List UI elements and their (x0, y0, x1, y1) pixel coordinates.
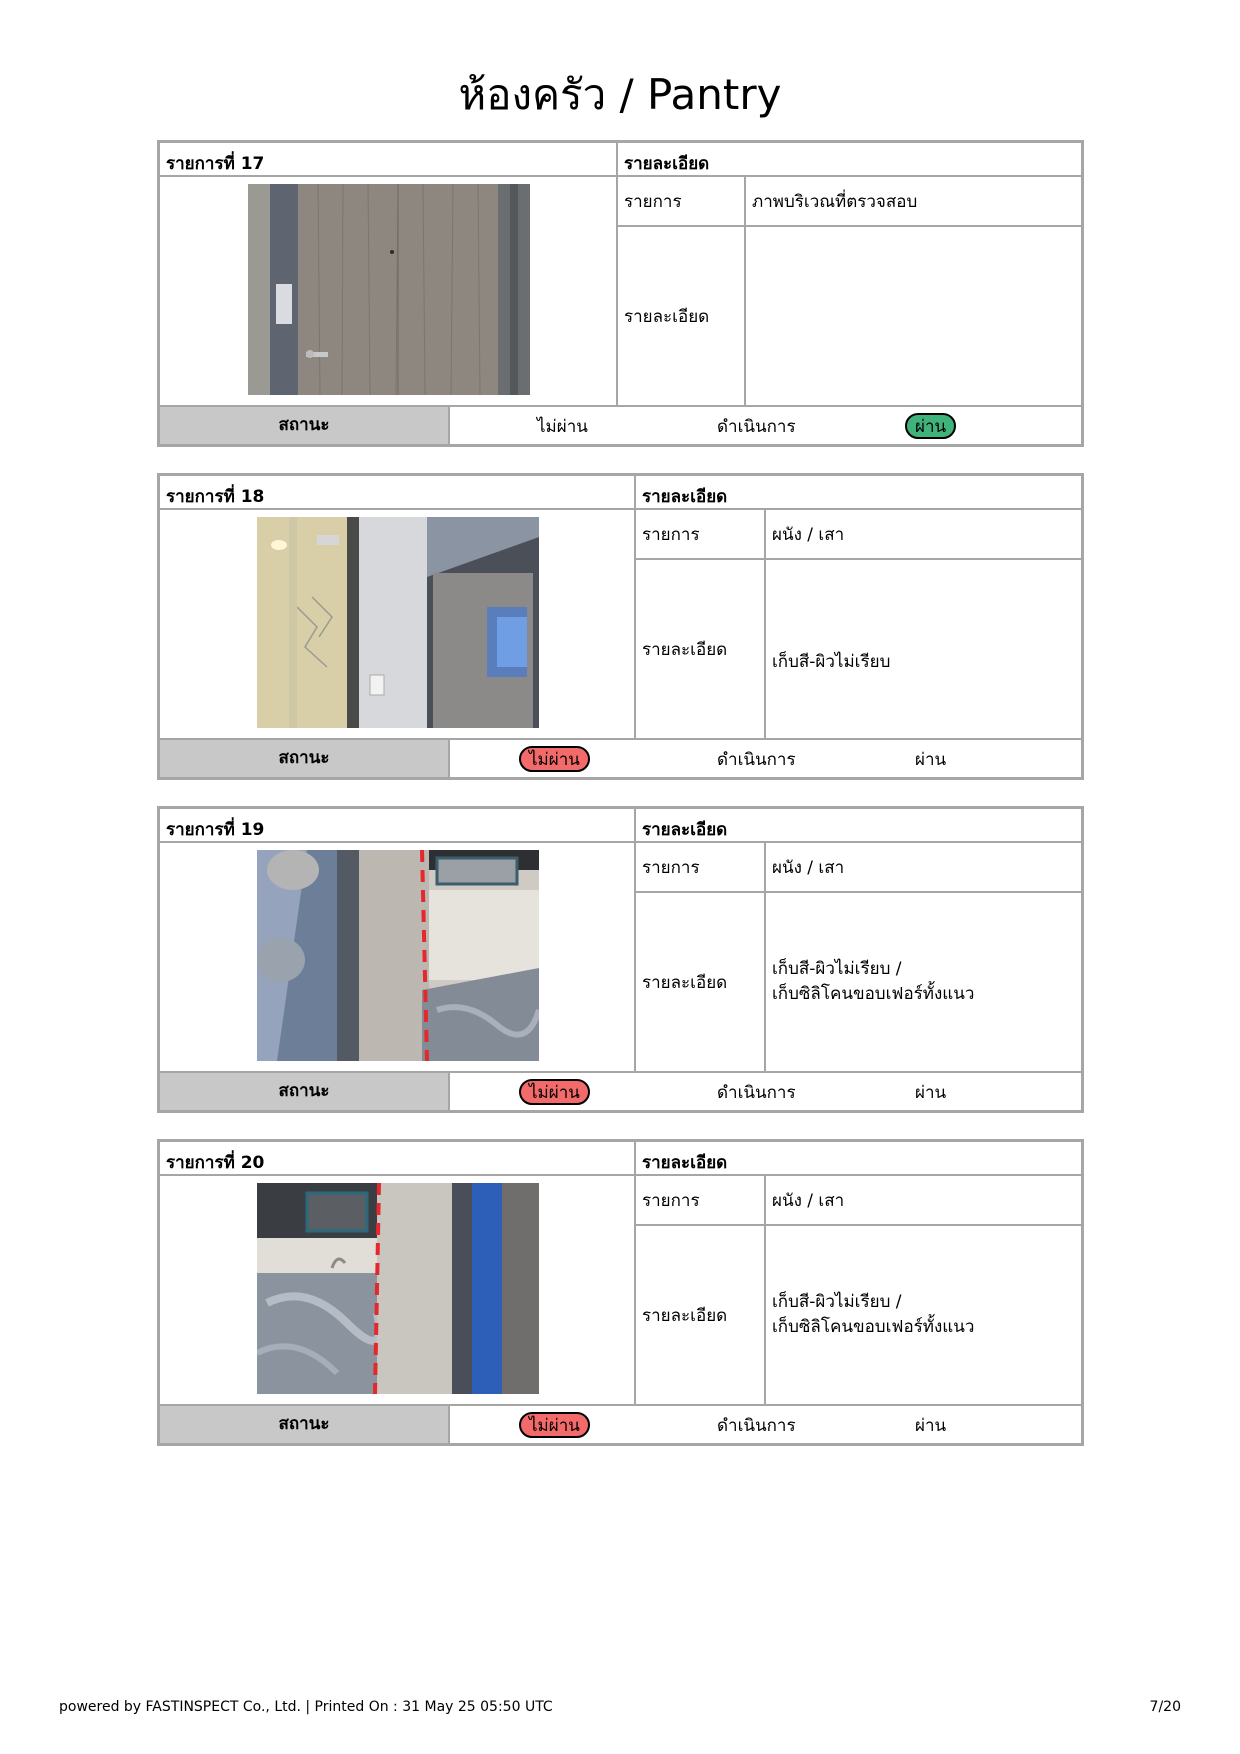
detail-value (766, 560, 1081, 738)
status-label: สถานะ (160, 1406, 450, 1443)
inspection-photo[interactable] (248, 184, 530, 395)
status-row (160, 405, 1081, 444)
item-category-label: รายการ (636, 510, 766, 560)
status-option-in-progress[interactable]: ดำเนินการ (717, 1083, 796, 1103)
detail-value (766, 893, 1081, 1071)
status-option-pass[interactable]: ผ่าน (915, 750, 947, 770)
item-title: รายการที่ 17 (160, 143, 618, 177)
status-row (160, 738, 1081, 777)
inspection-item-18 (157, 473, 1084, 780)
detail-line-1: เก็บสี-ผิวไม่เรียบ (772, 651, 891, 672)
item-category-label: รายการ (618, 177, 746, 227)
status-option-fail[interactable]: ไม่ผ่าน (519, 1079, 590, 1105)
status-option-in-progress[interactable]: ดำเนินการ (717, 417, 796, 437)
page-title: ห้องครัว / Pantry (458, 70, 782, 119)
detail-line-1: เก็บสี-ผิวไม่เรียบ / (772, 959, 902, 979)
detail-header: รายละเอียด (618, 143, 1081, 177)
inspection-item-20 (157, 1139, 1084, 1446)
item-category-label: รายการ (636, 1176, 766, 1226)
status-option-fail[interactable]: ไม่ผ่าน (537, 417, 588, 437)
inspection-item-17 (157, 140, 1084, 447)
status-row (160, 1404, 1081, 1443)
detail-label: รายละเอียด (618, 227, 746, 405)
detail-value (746, 227, 1081, 405)
inspection-photo[interactable] (257, 1183, 539, 1394)
photo-cell (160, 843, 636, 1071)
item-title: รายการที่ 18 (160, 476, 636, 510)
detail-header: รายละเอียด (636, 809, 1081, 843)
status-row (160, 1071, 1081, 1110)
inspection-item-19 (157, 806, 1084, 1113)
detail-header: รายละเอียด (636, 476, 1081, 510)
detail-label: รายละเอียด (636, 1226, 766, 1404)
photo-cell (160, 177, 618, 405)
inspection-photo[interactable] (257, 517, 539, 728)
status-option-in-progress[interactable]: ดำเนินการ (717, 750, 796, 770)
detail-line-2: เก็บซิลิโคนขอบเฟอร์ทั้งแนว (772, 984, 975, 1004)
photo-cell (160, 510, 636, 738)
status-label: สถานะ (160, 407, 450, 444)
item-title: รายการที่ 20 (160, 1142, 636, 1176)
status-option-in-progress[interactable]: ดำเนินการ (717, 1416, 796, 1436)
page-number: 7/20 (1149, 1699, 1181, 1715)
status-label: สถานะ (160, 740, 450, 777)
status-option-pass[interactable]: ผ่าน (915, 1083, 947, 1103)
status-label: สถานะ (160, 1073, 450, 1110)
detail-line-2: เก็บซิลิโคนขอบเฟอร์ทั้งแนว (772, 1317, 975, 1337)
status-option-fail[interactable]: ไม่ผ่าน (519, 1412, 590, 1438)
footer-credit: powered by FASTINSPECT Co., Ltd. | Printed On : 31 May 25 05:50 UTC (59, 1699, 553, 1715)
detail-line-1: เก็บสี-ผิวไม่เรียบ / (772, 1292, 902, 1312)
status-option-fail[interactable]: ไม่ผ่าน (519, 746, 590, 772)
detail-header: รายละเอียด (636, 1142, 1081, 1176)
detail-value (766, 1226, 1081, 1404)
item-category-value: ภาพบริเวณที่ตรวจสอบ (746, 177, 1081, 227)
detail-label: รายละเอียด (636, 893, 766, 1071)
item-category-value: ผนัง / เสา (766, 843, 1081, 893)
item-title: รายการที่ 19 (160, 809, 636, 843)
detail-label: รายละเอียด (636, 560, 766, 738)
photo-cell (160, 1176, 636, 1404)
item-category-label: รายการ (636, 843, 766, 893)
item-category-value: ผนัง / เสา (766, 510, 1081, 560)
inspection-photo[interactable] (257, 850, 539, 1061)
item-category-value: ผนัง / เสา (766, 1176, 1081, 1226)
status-option-pass[interactable]: ผ่าน (905, 413, 956, 439)
status-option-pass[interactable]: ผ่าน (915, 1416, 947, 1436)
